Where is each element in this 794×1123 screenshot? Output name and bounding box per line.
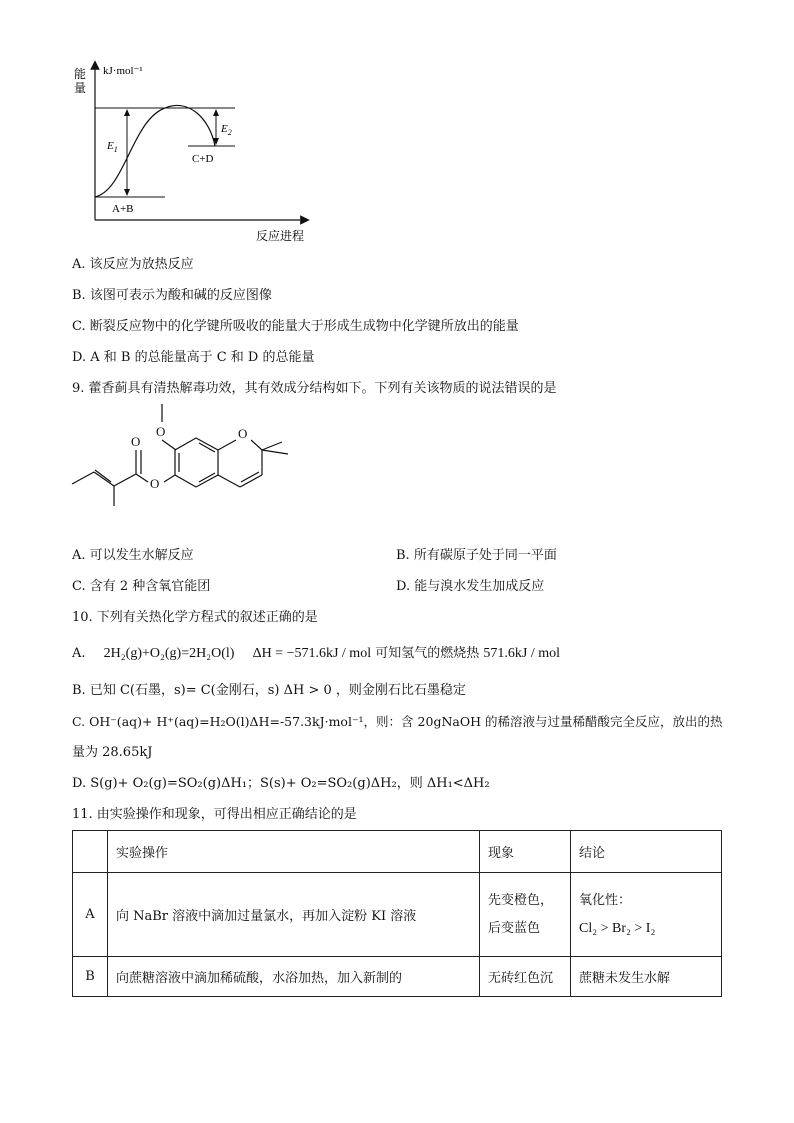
experiment-table (72, 830, 722, 997)
molecule-structure (66, 400, 306, 515)
row-label: B (73, 957, 108, 997)
q10-a-equation: 2H₂(g)+O₂(g)=2H₂O(l) (103, 646, 235, 661)
header-label (73, 831, 108, 873)
reactants-label: A+B (112, 203, 134, 215)
row-label: A (73, 873, 108, 957)
q10-a-prefix: A. (72, 646, 86, 661)
q10-option-d: D. S(g)+ O₂(g)=SO₂(g)ΔH₁；S(s)+ O₂=SO₂(g)ΔH₂，则 ΔH₁<ΔH₂ (72, 776, 490, 791)
q10-option-c-line2: 量为 28.65kJ (72, 745, 153, 760)
q10-stem: 10. 下列有关热化学方程式的叙述正确的是 (72, 610, 318, 625)
header-phenomenon: 现象 (480, 831, 571, 873)
q11-stem: 11. 由实验操作和现象，可得出相应正确结论的是 (72, 807, 357, 822)
row-operation: 向蔗糖溶液中滴加稀硫酸，水浴加热，加入新制的 (108, 957, 480, 997)
q10-a-text: 可知氢气的燃烧热 (375, 646, 480, 661)
row-operation: 向 NaBr 溶液中滴加过量氯水，再加入淀粉 KI 溶液 (108, 873, 480, 957)
e1-label: $E_1$ (107, 140, 118, 154)
q9-stem: 9. 藿香蓟具有清热解毒功效，其有效成分结构如下。下列有关该物质的说法错误的是 (72, 381, 557, 396)
q9-option-c: C. 含有 2 种含氧官能团 (72, 579, 211, 594)
q8-option-d: D. A 和 B 的总能量高于 C 和 D 的总能量 (72, 350, 315, 365)
products-label: C+D (192, 153, 214, 165)
svg-text:O: O (156, 424, 166, 439)
e2-label: $E_2$ (221, 123, 232, 137)
table-row (73, 873, 722, 957)
row-phenomenon: 无砖红色沉 (480, 957, 571, 997)
y-axis-label-2: 量 (74, 81, 87, 95)
header-operation: 实验操作 (108, 831, 480, 873)
svg-text:O: O (238, 426, 248, 441)
q9-option-a: A. 可以发生水解反应 (72, 548, 194, 563)
q8-option-b: B. 该图可表示为酸和碱的反应图像 (72, 288, 272, 303)
x-axis-label: 反应进程 (256, 229, 305, 243)
q10-option-b: B. 已知 C(石墨，s)= C(金刚石，s) ΔH > 0 ，则金刚石比石墨稳定 (72, 683, 466, 698)
row-phenomenon: 先变橙色， 后变蓝色 (480, 873, 571, 957)
q10-option-c-line1: C. OH⁻(aq)+ H⁺(aq)=H₂O(l)ΔH=-57.3kJ·mol⁻¹，则：含 20gNaOH 的稀溶液与过量稀醋酸完全反应，放出的热 (72, 714, 723, 729)
energy-diagram (70, 60, 320, 250)
header-conclusion: 结论 (571, 831, 722, 873)
y-unit: kJ·mol⁻¹ (103, 65, 143, 77)
q9-option-b: B. 所有碳原子处于同一平面 (396, 548, 557, 563)
q8-option-c: C. 断裂反应物中的化学键所吸收的能量大于形成生成物中化学键所放出的能量 (72, 319, 519, 334)
table-header-row (73, 831, 722, 873)
row-conclusion: 氧化性： Cl₂ > Br₂ > I₂ (571, 873, 722, 957)
q8-option-a: A. 该反应为放热反应 (72, 257, 194, 272)
q10-a-dh: ΔH = −571.6kJ / mol (252, 646, 372, 661)
svg-text:O: O (131, 434, 141, 449)
q9-option-d: D. 能与溴水发生加成反应 (396, 579, 545, 594)
q10-a-value: 571.6kJ / mol (483, 646, 561, 661)
y-axis-label-1: 能 (74, 67, 87, 81)
row-conclusion: 蔗糖未发生水解 (571, 957, 722, 997)
svg-text:O: O (150, 476, 160, 491)
q10-option-a (72, 645, 560, 663)
table-row (73, 957, 722, 997)
